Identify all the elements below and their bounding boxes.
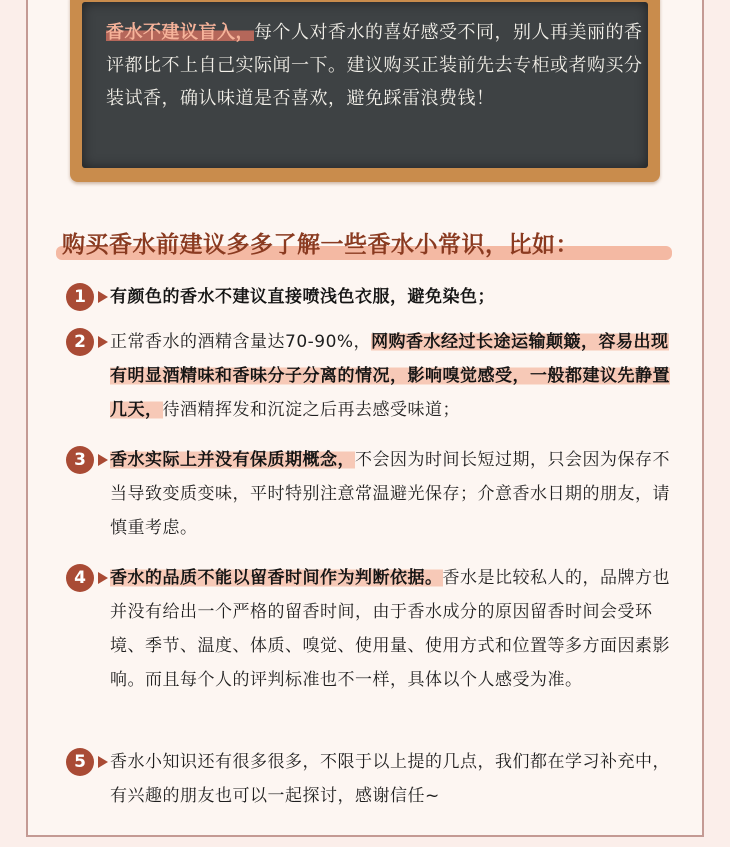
tip-3-suffix: 不会因为时间长短过期，只会因为保存不当导致变质变味，平时特别注意常温避光保存；介意香水日期的朋友，请慎重考虑。 — [110, 450, 670, 538]
chalkboard-text — [106, 16, 646, 115]
number-badge-1: 1 — [66, 283, 94, 311]
tip-item-1 — [110, 280, 672, 314]
section-heading — [62, 226, 682, 259]
tip-3-highlight: 香水实际上并没有保质期概念， — [110, 450, 355, 470]
tip-item-4 — [110, 561, 672, 697]
tip-4-highlight: 香水的品质不能以留香时间作为判断依据。 — [110, 568, 443, 588]
tip-4-suffix: 香水是比较私人的，品牌方也并没有给出一个严格的留香时间，由于香水成分的原因留香时间会受环境、季节、温度、体质、嗅觉、使用量、使用方式和位置等多方面因素影响。而且每个人的评判标准也不一样，具体以个人感受为准。 — [110, 568, 670, 690]
tip-item-3 — [110, 443, 672, 545]
tip-2-highlight: 网购香水经过长途运输颠簸，容易出现有明显酒精味和香味分子分离的情况，影响嗅觉感受，一般都建议先静置几天， — [110, 332, 670, 420]
tip-2-prefix: 正常香水的酒精含量达70-90%， — [110, 332, 372, 352]
chalkboard-body: 每个人对香水的喜好感受不同，别人再美丽的香评都比不上自己实际闻一下。建议购买正装前先去专柜或者购买分装试香，确认味道是否喜欢，避免踩雷浪费钱！ — [106, 22, 643, 109]
tip-item-5 — [110, 745, 672, 813]
number-badge-4: 4 — [66, 564, 94, 592]
number-badge-3: 3 — [66, 446, 94, 474]
tip-item-2 — [110, 325, 672, 427]
section-heading-text: 购买香水前建议多多了解一些香水小常识，比如： — [62, 232, 579, 258]
number-badge-2: 2 — [66, 328, 94, 356]
tip-1-text: 有颜色的香水不建议直接喷浅色衣服，避免染色； — [110, 287, 495, 307]
number-badge-5: 5 — [66, 748, 94, 776]
tip-2-suffix: 待酒精挥发和沉淀之后再去感受味道； — [162, 400, 460, 420]
chalkboard-highlight: 香水不建议盲入， — [106, 22, 254, 43]
tip-5-text: 香水小知识还有很多很多，不限于以上提的几点，我们都在学习补充中，有兴趣的朋友也可以一起探讨，感谢信任~ — [110, 752, 670, 806]
